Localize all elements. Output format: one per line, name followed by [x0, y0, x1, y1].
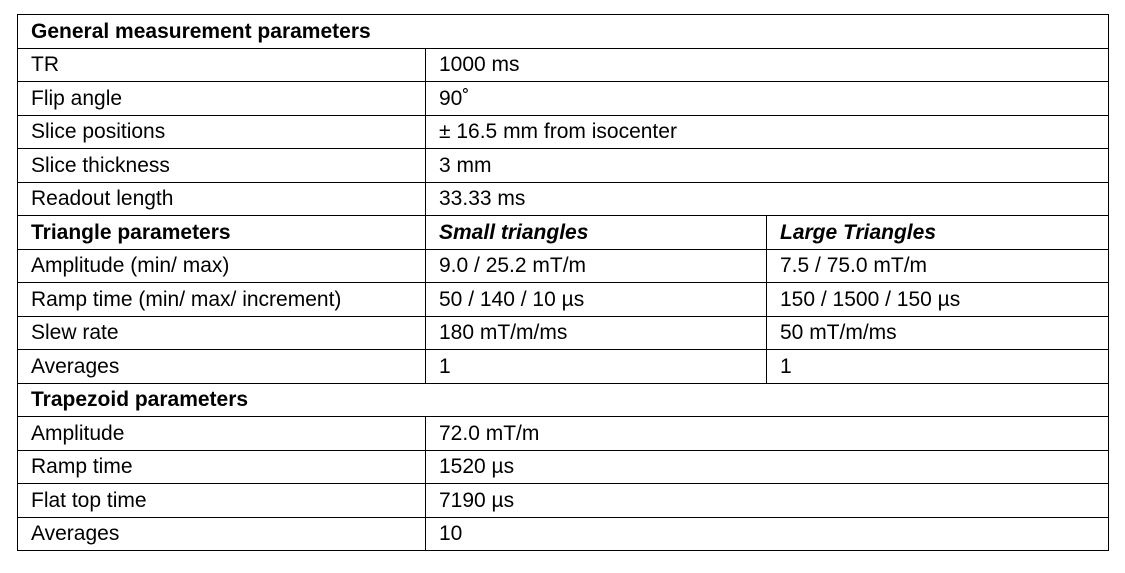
param-label: Amplitude (min/ max) — [18, 249, 426, 283]
section-header-row — [18, 216, 1109, 250]
small-triangles-header: Small triangles — [426, 216, 767, 250]
param-label: Flip angle — [18, 82, 426, 116]
trapezoid-section-header: Trapezoid parameters — [18, 383, 1109, 417]
section-header-row — [18, 15, 1109, 49]
parameters-table — [17, 14, 1109, 551]
general-section-header: General measurement parameters — [18, 15, 1109, 49]
param-value: 33.33 ms — [426, 182, 1109, 216]
param-label: Slice positions — [18, 115, 426, 149]
table-row — [18, 115, 1109, 149]
param-label: Flat top time — [18, 484, 426, 518]
param-value: 10 — [426, 517, 1109, 551]
table-row — [18, 249, 1109, 283]
triangle-section-header: Triangle parameters — [18, 216, 426, 250]
param-value: 72.0 mT/m — [426, 417, 1109, 451]
param-value: 1000 ms — [426, 48, 1109, 82]
small-triangle-value: 9.0 / 25.2 mT/m — [426, 249, 767, 283]
param-label: Ramp time (min/ max/ increment) — [18, 283, 426, 317]
param-label: Averages — [18, 350, 426, 384]
table-row — [18, 316, 1109, 350]
table-row — [18, 417, 1109, 451]
param-label: TR — [18, 48, 426, 82]
param-value: ± 16.5 mm from isocenter — [426, 115, 1109, 149]
param-label: Averages — [18, 517, 426, 551]
param-value: 1520 µs — [426, 450, 1109, 484]
param-value: 3 mm — [426, 149, 1109, 183]
large-triangle-value: 50 mT/m/ms — [767, 316, 1109, 350]
param-label: Readout length — [18, 182, 426, 216]
large-triangles-header: Large Triangles — [767, 216, 1109, 250]
table-row — [18, 484, 1109, 518]
table-row — [18, 350, 1109, 384]
table-row — [18, 283, 1109, 317]
param-value: 90˚ — [426, 82, 1109, 116]
param-label: Ramp time — [18, 450, 426, 484]
param-label: Slice thickness — [18, 149, 426, 183]
param-label: Slew rate — [18, 316, 426, 350]
table-row — [18, 48, 1109, 82]
large-triangle-value: 1 — [767, 350, 1109, 384]
large-triangle-value: 150 / 1500 / 150 µs — [767, 283, 1109, 317]
param-label: Amplitude — [18, 417, 426, 451]
table-row — [18, 182, 1109, 216]
param-value: 7190 µs — [426, 484, 1109, 518]
section-header-row — [18, 383, 1109, 417]
small-triangle-value: 180 mT/m/ms — [426, 316, 767, 350]
small-triangle-value: 1 — [426, 350, 767, 384]
table-row — [18, 517, 1109, 551]
small-triangle-value: 50 / 140 / 10 µs — [426, 283, 767, 317]
table-row — [18, 450, 1109, 484]
large-triangle-value: 7.5 / 75.0 mT/m — [767, 249, 1109, 283]
table-row — [18, 82, 1109, 116]
table-row — [18, 149, 1109, 183]
